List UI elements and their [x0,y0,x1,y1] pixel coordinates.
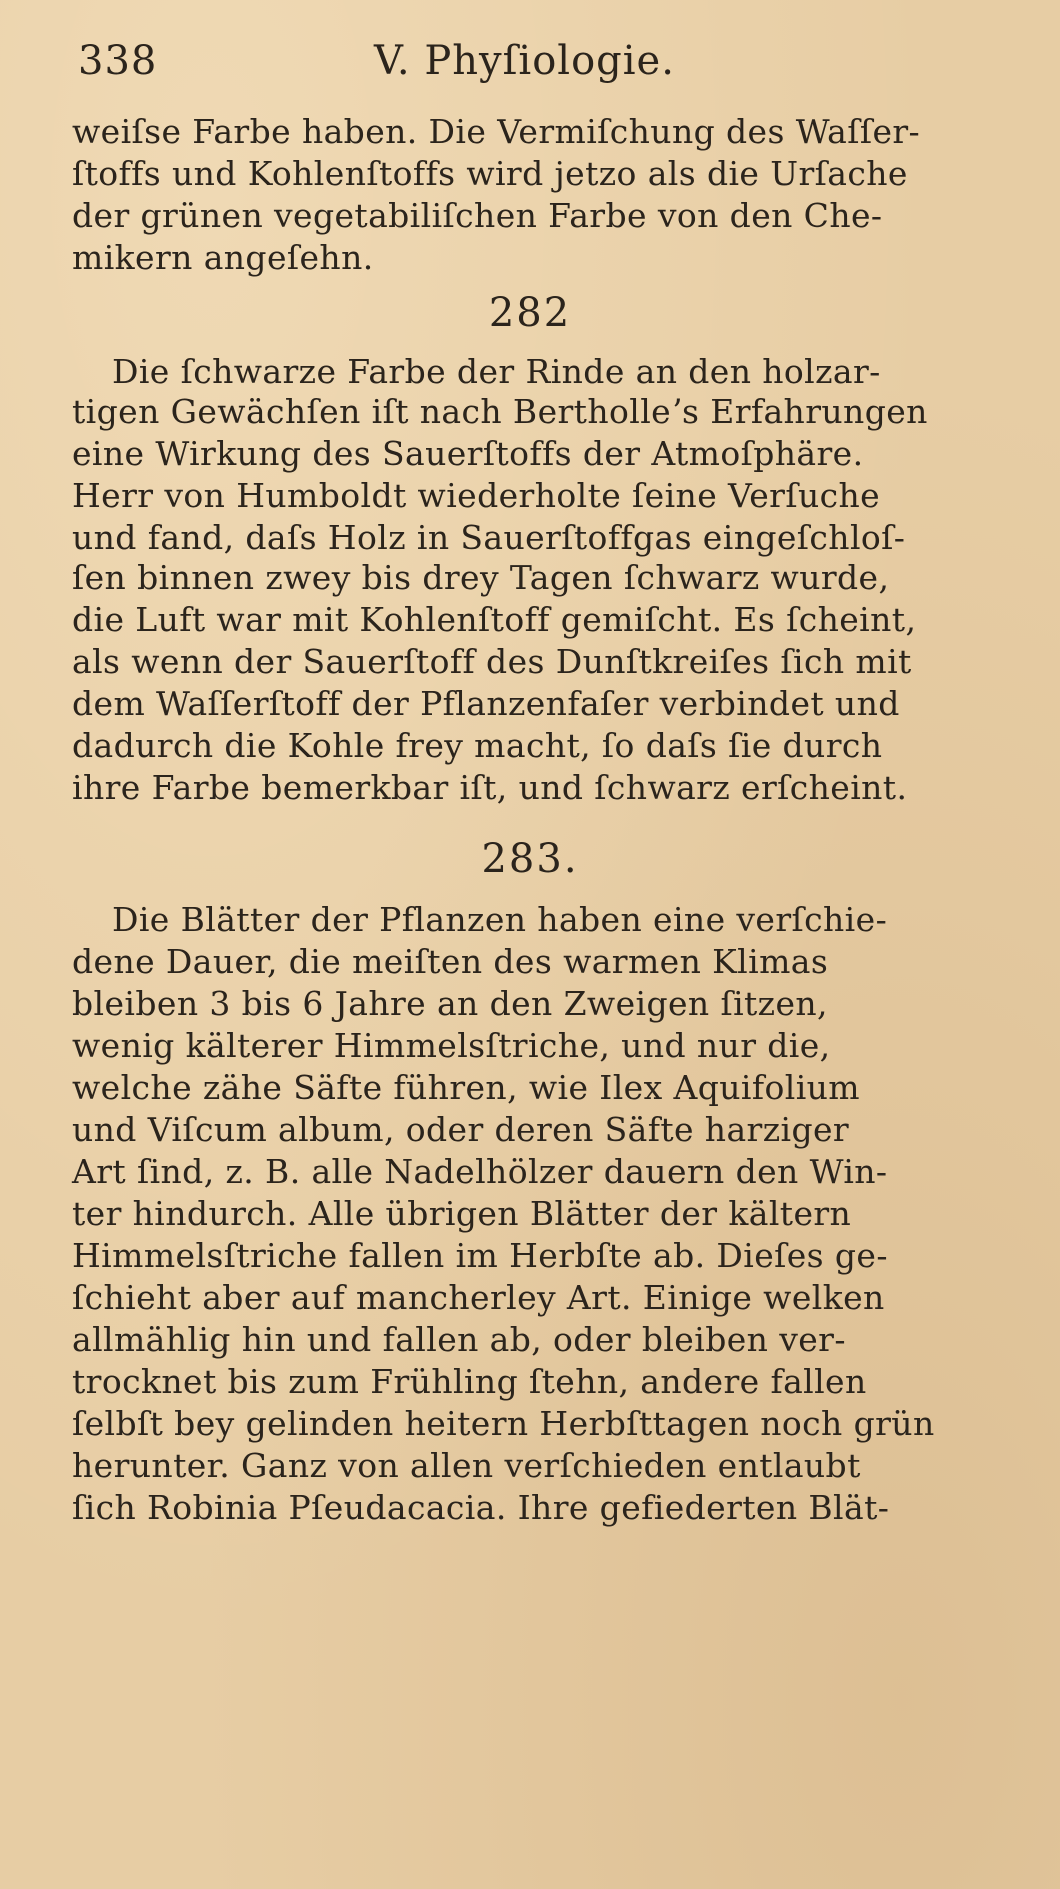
text-line: ter hindurch. Alle übrigen Blätter der kältern [72,1194,852,1233]
text-line: ſich Robinia Pſeudacacia. Ihre gefiederten Blät- [72,1488,890,1527]
text-line: ſtoffs und Kohlenſtoffs wird jetzo als die Urſache [72,154,908,193]
page-header [78,38,1018,98]
text-line: und fand, daſs Holz in Sauerſtoffgas eingeſchloſ- [72,518,906,557]
text-line: Die Blätter der Pflanzen haben eine verſchie- [112,900,888,939]
text-line: ſen binnen zwey bis drey Tagen ſchwarz wurde, [72,558,890,597]
text-line: dem Waſſerſtoff der Pflanzenfaſer verbindet und [72,684,900,723]
text-line: weiſse Farbe haben. Die Vermiſchung des Waſſer- [72,112,921,151]
text-line: ſelbſt bey gelinden heitern Herbſttagen noch grün [72,1404,935,1443]
text-line: allmählig hin und fallen ab, oder bleiben ver- [72,1320,846,1359]
text-line: ihre Farbe bemerkbar iſt, und ſchwarz erſcheint. [72,768,908,807]
text-line: dadurch die Kohle frey macht, ſo daſs ſie durch [72,726,883,765]
page-number: 338 [78,38,158,84]
text-line: Die ſchwarze Farbe der Rinde an den holzar- [112,352,881,391]
text-line: als wenn der Sauerſtoff des Dunſtkreiſes ſich mit [72,642,912,681]
text-line: und Viſcum album, oder deren Säfte harziger [72,1110,850,1149]
text-line: die Luft war mit Kohlenſtoff gemiſcht. Es ſcheint, [72,600,917,639]
text-line: mikern angeſehn. [72,238,374,277]
text-line: Himmelsſtriche fallen im Herbſte ab. Dieſes ge- [72,1236,888,1275]
text-line: dene Dauer, die meiſten des warmen Klimas [72,942,829,981]
text-line: eine Wirkung des Sauerſtoffs der Atmoſphäre. [72,434,864,473]
text-line: tigen Gewächſen iſt nach Bertholleʼs Erfahrungen [72,392,928,431]
section-number: 282 [488,290,572,336]
text-line: der grünen vegetabiliſchen Farbe von den Che- [72,196,883,235]
text-line: ſchieht aber auf mancherley Art. Einige welken [72,1278,885,1317]
section-number: 283. [481,836,579,882]
text-line: bleiben 3 bis 6 Jahre an den Zweigen ſitzen, [72,984,828,1023]
text-line: trocknet bis zum Frühling ſtehn, andere fallen [72,1362,867,1401]
text-line: wenig kälterer Himmelsſtriche, und nur die, [72,1026,831,1065]
text-line: herunter. Ganz von allen verſchieden entlaubt [72,1446,861,1485]
text-line: Herr von Humboldt wiederholte ſeine Verſuche [72,476,881,515]
text-line: welche zähe Säfte führen, wie Ilex Aquifolium [72,1068,860,1107]
text-line: Art ſind, z. B. alle Nadelhölzer dauern den Win- [72,1152,888,1191]
running-head: V. Phyſiologie. [374,38,675,84]
